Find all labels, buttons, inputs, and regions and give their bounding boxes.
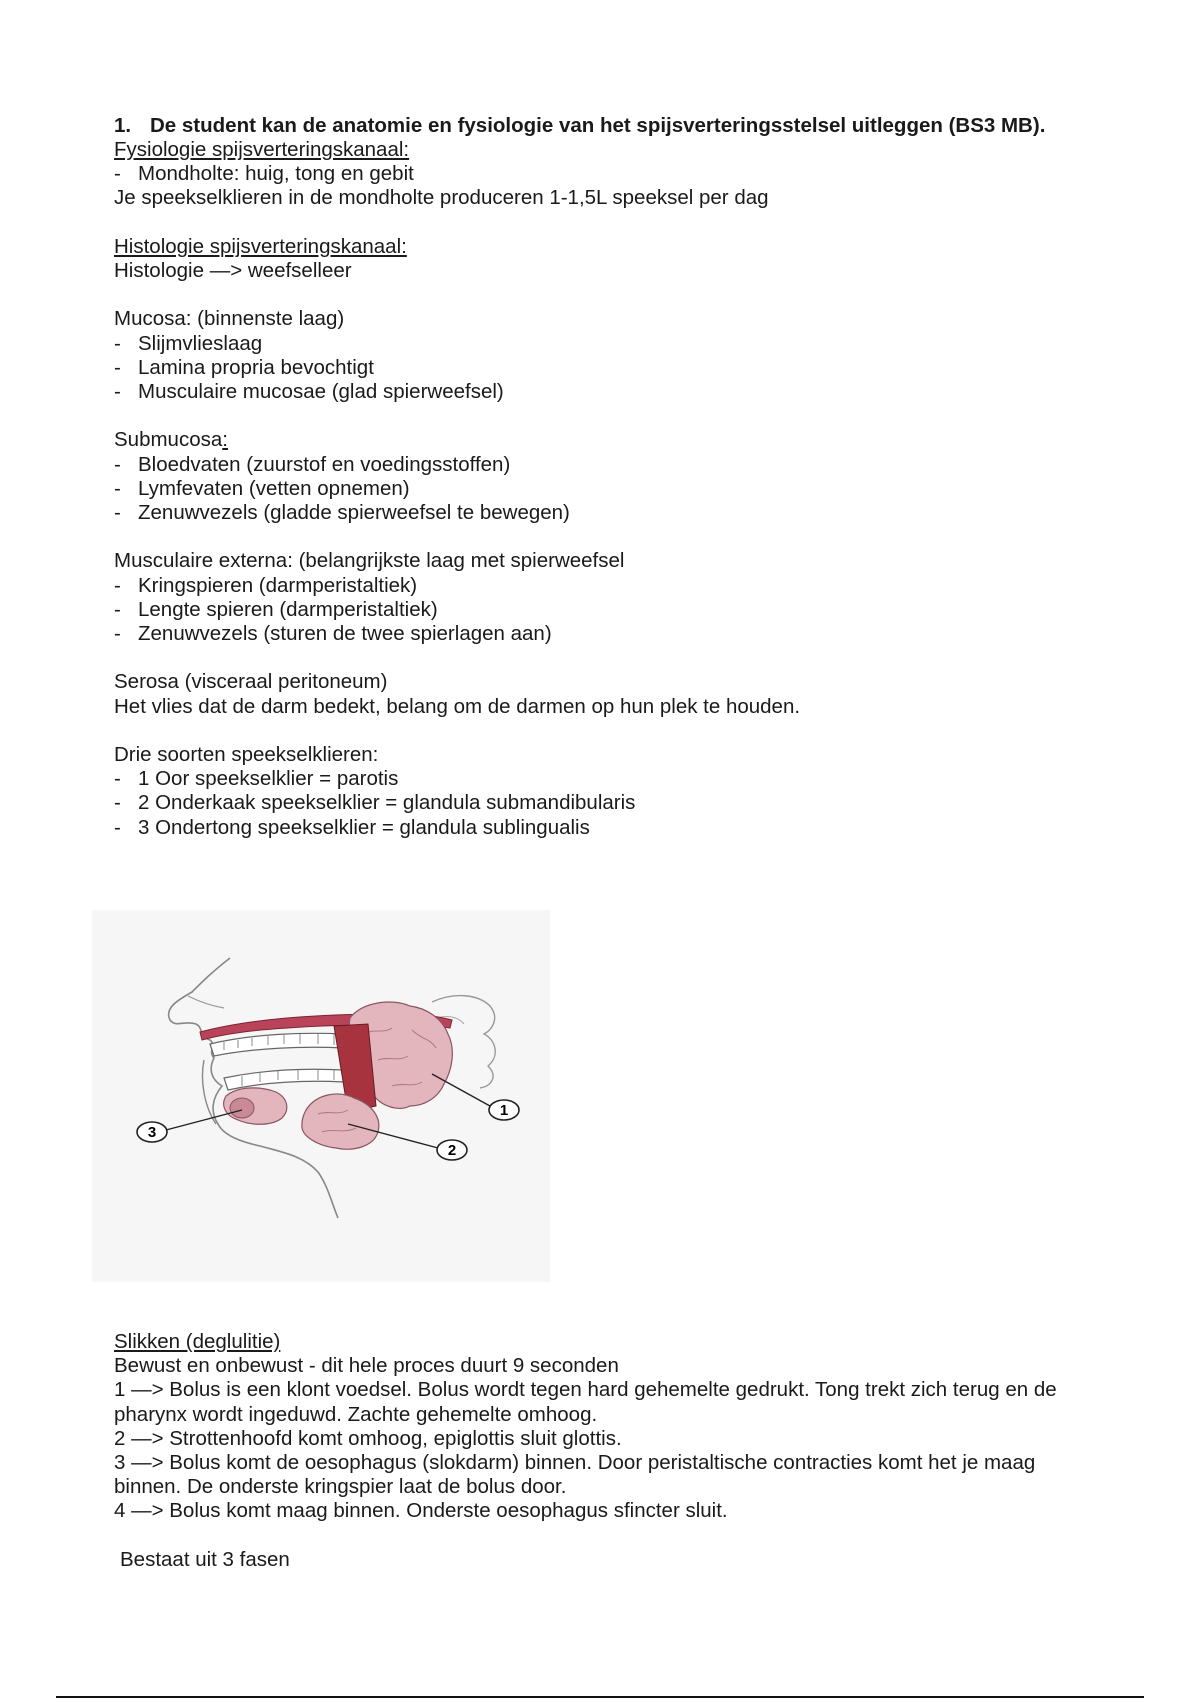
section-title-slikken: Slikken (deglulitie)	[114, 1330, 281, 1353]
callout-1	[489, 1100, 519, 1120]
section-title-speekselklieren: Drie soorten speekselklieren:	[114, 742, 379, 766]
paragraph-line: 2 —> Strottenhoofd komt omhoog, epiglottis sluit glottis.	[114, 1426, 622, 1450]
paragraph-serosa: Het vlies dat de darm bedekt, belang om de darmen op hun plek te houden.	[114, 694, 801, 718]
list-item-text: Kringspieren (darmperistaltiek)	[138, 573, 418, 597]
list-item-text: 1 Oor speekselklier = parotis	[138, 767, 399, 791]
list-item	[114, 816, 1074, 840]
callout-2	[437, 1140, 467, 1160]
section-slikken	[114, 1330, 1104, 1572]
callout-1-text: 1	[499, 1102, 509, 1119]
list-item-text: 2 Onderkaak speekselklier = glandula submandibularis	[138, 791, 636, 815]
section-title-musculaire-externa: Musculaire externa: (belangrijkste laag met spierweefsel	[114, 549, 625, 573]
list-item	[114, 574, 1074, 598]
list-item	[114, 332, 1074, 356]
document-content	[114, 114, 1074, 840]
dash-bullet: -	[114, 791, 121, 815]
dash-bullet: -	[114, 162, 121, 186]
list-item-text: Mondholte: huig, tong en gebit	[138, 162, 414, 186]
section-title-histologie: Histologie spijsverteringskanaal:	[114, 234, 407, 258]
paragraph-line: 4 —> Bolus komt maag binnen. Onderste oesophagus sfincter sluit.	[114, 1499, 728, 1523]
leader-line-3	[166, 1110, 242, 1130]
dash-bullet: -	[114, 355, 121, 379]
submucosa-title-colon: :	[222, 428, 228, 452]
list-item-text: 3 Ondertong speekselklier = glandula sublingualis	[138, 815, 590, 839]
paragraph-line: Bewust en onbewust - dit hele proces duurt 9 seconden	[114, 1354, 619, 1378]
list-item-text: Musculaire mucosae (glad spierweefsel)	[138, 380, 504, 403]
paragraph-line: 3 —> Bolus komt de oesophagus (slokdarm) binnen. Door peristaltische contracties komt het je maag binnen. De onderste kringspier laat de bolus door.	[114, 1451, 1041, 1499]
dash-bullet: -	[114, 476, 121, 500]
list-item	[114, 162, 1074, 186]
callout-3-text: 3	[147, 1124, 157, 1141]
dash-bullet: -	[114, 597, 121, 621]
heading-number: 1.	[114, 114, 132, 137]
section-title-serosa: Serosa (visceraal peritoneum)	[114, 670, 388, 694]
dash-bullet: -	[114, 452, 121, 476]
dash-bullet: -	[114, 380, 121, 403]
heading-text: De student kan de anatomie en fysiologie van het spijsverteringsstelsel uitleggen (BS3 MB).	[150, 114, 1046, 137]
upper-teeth	[210, 1033, 344, 1056]
list-item	[114, 356, 1074, 380]
callout-3	[137, 1122, 167, 1142]
submucosa-title-text: Submucosa	[114, 428, 223, 452]
nose-line	[188, 996, 224, 1008]
section-title-submucosa	[114, 428, 1074, 452]
dash-bullet: -	[114, 573, 121, 597]
list-item-text: Slijmvlieslaag	[138, 331, 263, 355]
list-item-text: Lymfevaten (vetten opnemen)	[138, 476, 410, 500]
learning-objective-heading	[114, 114, 1074, 138]
list-item	[114, 501, 1074, 525]
paragraph-speeksel: Je speekselklieren in de mondholte produceren 1-1,5L speeksel per dag	[114, 186, 769, 210]
salivary-glands-drawing	[92, 910, 550, 1282]
paragraph-histologie: Histologie —> weefselleer	[114, 259, 352, 282]
dash-bullet: -	[114, 767, 121, 791]
dash-bullet: -	[114, 331, 121, 355]
list-item-text: Zenuwvezels (gladde spierweefsel te bewegen)	[138, 501, 570, 524]
list-item	[114, 791, 1074, 815]
list-item-text: Zenuwvezels (sturen de twee spierlagen aan)	[138, 622, 552, 645]
sublingual-duct	[230, 1098, 254, 1118]
list-item-text: Bloedvaten (zuurstof en voedingsstoffen)	[138, 452, 511, 476]
section-title-mucosa: Mucosa: (binnenste laag)	[114, 307, 345, 331]
salivary-glands-illustration	[92, 910, 550, 1282]
list-item	[114, 477, 1074, 501]
dash-bullet: -	[114, 622, 121, 645]
dash-bullet: -	[114, 501, 121, 524]
list-item	[114, 453, 1074, 477]
callout-2-text: 2	[447, 1142, 457, 1159]
list-item-text: Lengte spieren (darmperistaltiek)	[138, 597, 438, 621]
list-item	[114, 622, 1074, 646]
list-item-text: Lamina propria bevochtigt	[138, 355, 374, 379]
section-title-fysiologie: Fysiologie spijsverteringskanaal:	[114, 138, 410, 161]
page-bottom-rule	[56, 1696, 1144, 1698]
paragraph-line: 1 —> Bolus is een klont voedsel. Bolus wordt tegen hard gehemelte gedrukt. Tong trekt zich terug en de pharynx wordt ingeduwd. Zachte gehemelte omhoog.	[114, 1378, 1063, 1426]
list-item	[114, 767, 1074, 791]
dash-bullet: -	[114, 815, 121, 839]
paragraph-fasen: Bestaat uit 3 fasen	[120, 1547, 290, 1571]
list-item	[114, 598, 1074, 622]
list-item	[114, 380, 1074, 404]
